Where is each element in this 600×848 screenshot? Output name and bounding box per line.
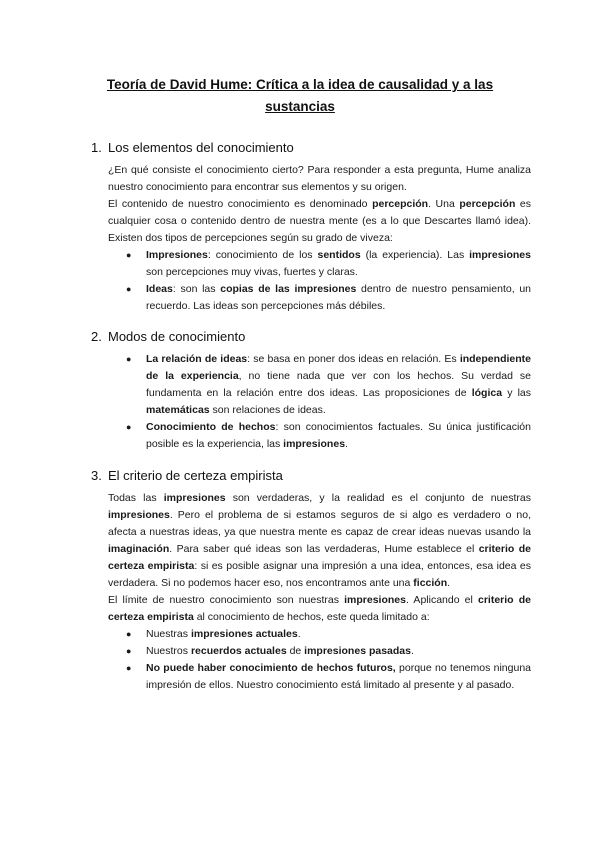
bullet-icon: ● xyxy=(126,663,132,673)
list-item xyxy=(108,247,531,281)
bullet-icon: ● xyxy=(126,354,132,364)
bullet-list xyxy=(108,351,531,453)
bullet-icon: ● xyxy=(126,284,132,294)
page-title: Teoría de David Hume: Crítica a la idea de causalidad y a las sustancias xyxy=(106,77,494,114)
section-heading xyxy=(91,327,531,347)
paragraph: El contenido de nuestro conocimiento es denominado percepción. Una percepción es cualquier cosa o contenido dentro de nuestra mente (es a lo que Descartes llamó idea). Existen dos tipos de percepciones según su grado de viveza: xyxy=(108,198,531,244)
section-modos xyxy=(91,327,531,453)
bullet-list xyxy=(108,247,531,315)
paragraph: El límite de nuestro conocimiento son nuestras impresiones. Aplicando el criterio de certeza empirista al conocimiento de hechos, este queda limitado a: xyxy=(108,594,531,623)
bullet-icon: ● xyxy=(126,629,132,639)
section-elementos xyxy=(91,138,531,315)
section-heading xyxy=(91,466,531,486)
list-item-text: Nuestras impresiones actuales. xyxy=(146,628,301,640)
section-heading xyxy=(91,138,531,158)
list-item xyxy=(108,281,531,315)
bullet-icon: ● xyxy=(126,422,132,432)
bullet-icon: ● xyxy=(126,646,132,656)
section-number: 3. xyxy=(91,468,102,483)
bullet-icon: ● xyxy=(126,250,132,260)
paragraph: ¿En qué consiste el conocimiento cierto? Para responder a esta pregunta, Hume analiza nuestro conocimiento para encontrar sus elementos y su origen. xyxy=(108,164,531,193)
list-item-text: La relación de ideas: se basa en poner dos ideas en relación. Es independiente de la experiencia, no tiene nada que ver con los hechos. Su verdad se fundamenta en la relación entre dos ideas. Las proposiciones de lógica y las matemáticas son relaciones de ideas. xyxy=(146,353,532,416)
list-item xyxy=(108,351,531,419)
section-title: Modos de conocimiento xyxy=(108,329,246,344)
list-item xyxy=(108,643,531,660)
bullet-list xyxy=(108,626,531,694)
section-number: 1. xyxy=(91,140,102,155)
paragraph: Todas las impresiones son verdaderas, y la realidad es el conjunto de nuestras impresiones. Pero el problema de si estamos seguros de si algo es verdadero o no, afecta a nuestras ideas, ya que nuestra mente es capaz de crear ideas nuevas usando la imaginación. Para saber qué ideas son las verdaderas, Hume establece el criterio de certeza empirista: si es posible asignar una impresión a una idea, entonces, esa idea es verdadera. Si no podemos hacer eso, nos encontramos ante una ficción. xyxy=(108,492,531,589)
section-number: 2. xyxy=(91,329,102,344)
list-item xyxy=(108,626,531,643)
list-item-text: Ideas: son las copias de las impresiones dentro de nuestro pensamiento, un recuerdo. Las ideas son percepciones más débiles. xyxy=(146,283,531,312)
list-item xyxy=(108,660,531,694)
list-item xyxy=(108,419,531,453)
list-item-text: No puede haber conocimiento de hechos futuros, porque no tenemos ninguna impresión de ellos. Nuestro conocimiento está limitado al presente y al pasado. xyxy=(146,662,531,691)
list-item-text: Conocimiento de hechos: son conocimientos factuales. Su única justificación posible es la experiencia, las impresiones. xyxy=(146,421,531,450)
section-criterio xyxy=(91,466,531,694)
section-title: El criterio de certeza empirista xyxy=(108,468,283,483)
section-title: Los elementos del conocimiento xyxy=(108,140,294,155)
list-item-text: Impresiones: conocimiento de los sentidos (la experiencia). Las impresiones son percepciones muy vivas, fuertes y claras. xyxy=(146,249,531,278)
list-item-text: Nuestros recuerdos actuales de impresiones pasadas. xyxy=(146,645,414,657)
